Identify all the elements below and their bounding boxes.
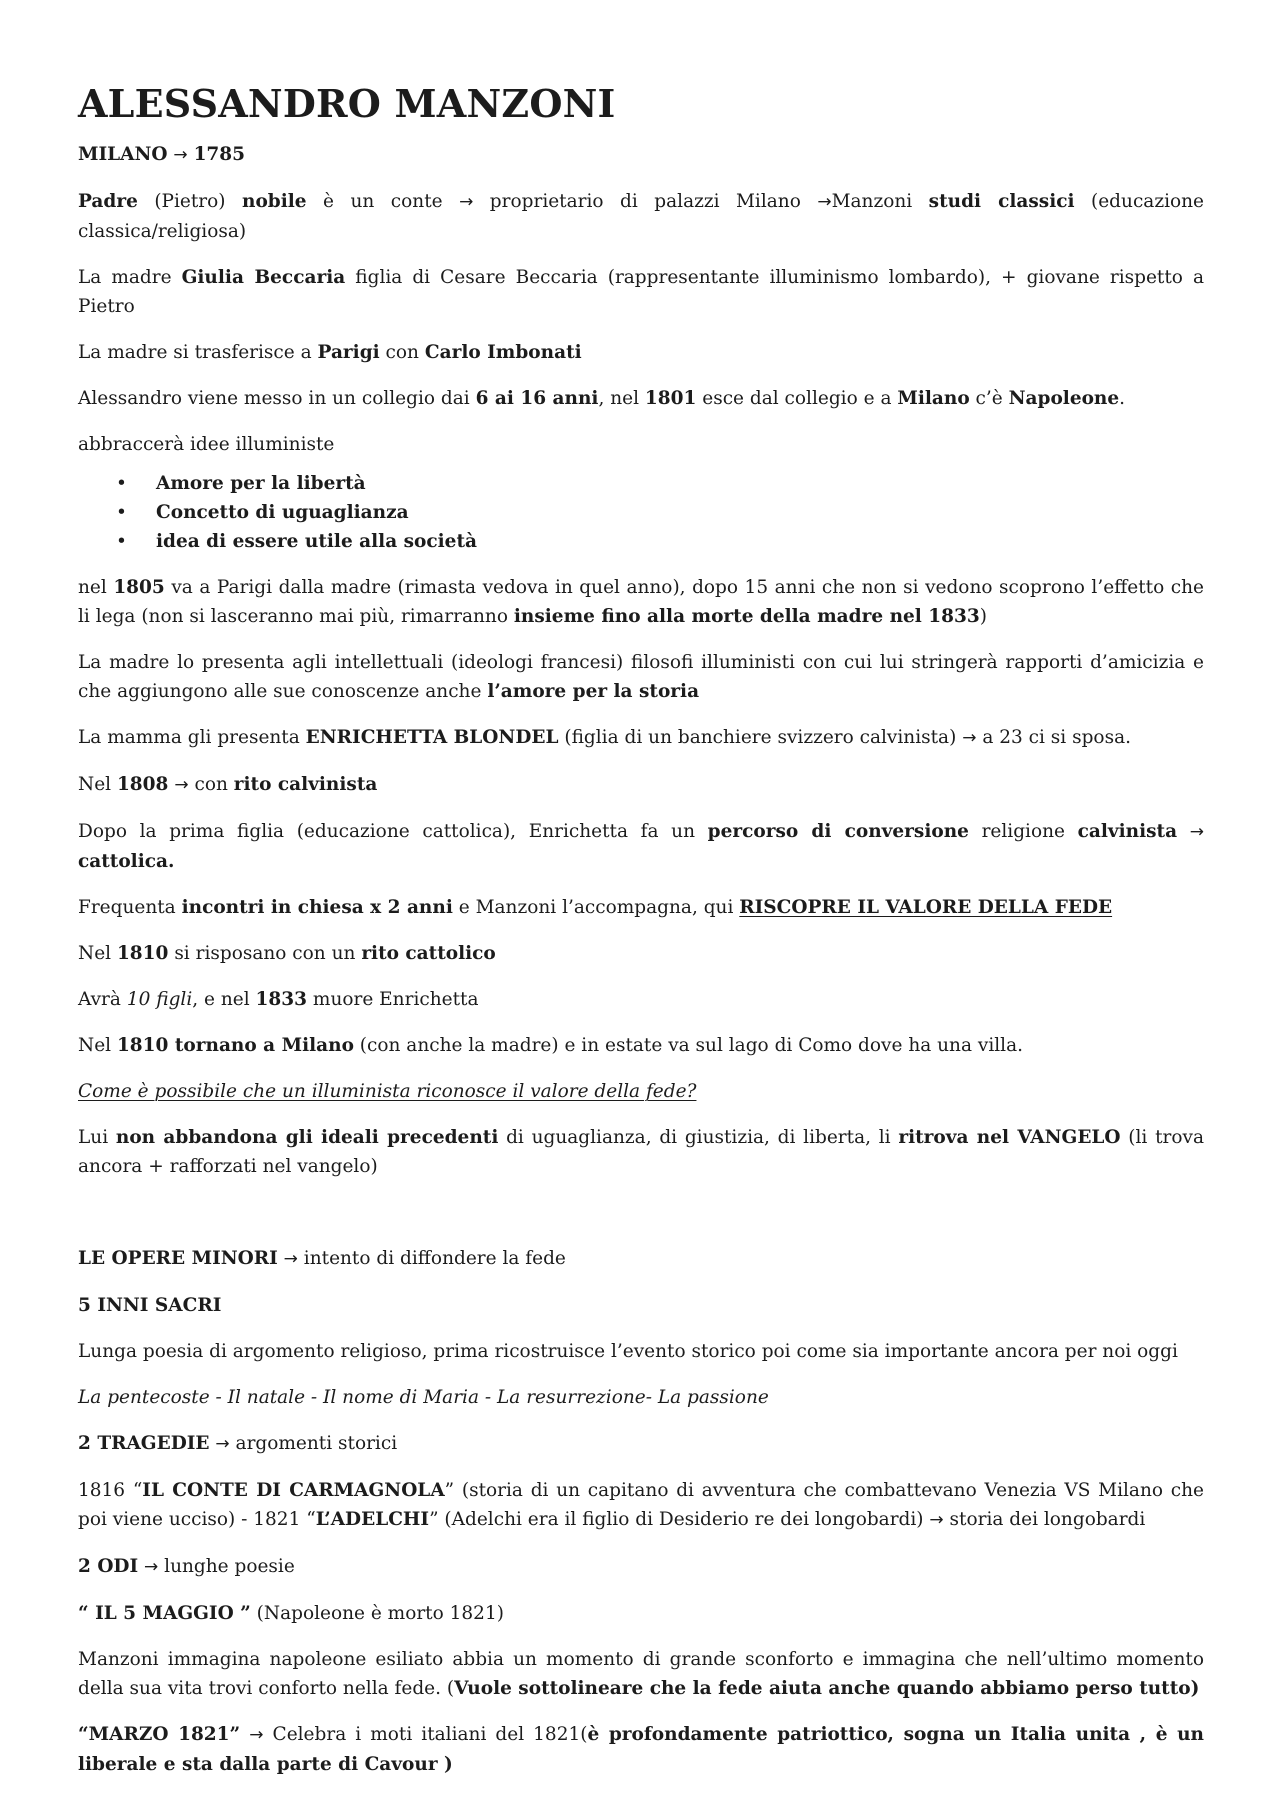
paragraph-birth: MILANO → 1785 <box>78 144 246 165</box>
paragraph-college: Alessandro viene messo in un collegio dai 6 ai 16 anni, nel 1801 esce dal collegio e a Milano c’è Napoleone. <box>78 388 1126 409</box>
paragraph-tragedies: 2 TRAGEDIE → argomenti storici <box>78 1433 398 1454</box>
paragraph-carmagnola: 1816 “IL CONTE DI CARMAGNOLA” (storia di un capitano di avventura che combattevano Venezia VS Milano che poi viene ucciso) - 1821 “L’ADELCHI” (Adelchi era il figlio di Desiderio re dei longobardi) → storia dei longobardi <box>78 1480 1204 1530</box>
paragraph-5-maggio: “ IL 5 MAGGIO ” (Napoleone è morto 1821) <box>78 1603 504 1624</box>
paragraph-gospel: Lui non abbandona gli ideali precedenti di uguaglianza, di giustizia, di liberta, li ritrova nel VANGELO (li trova ancora + rafforzati nel vangelo) <box>78 1127 1204 1177</box>
bullet-list <box>78 469 1204 556</box>
paragraph-milan-return: Nel 1810 tornano a Milano (con anche la madre) e in estate va sul lago di Como dove ha una villa. <box>78 1035 1023 1056</box>
paragraph-ideas: abbraccerà idee illuministe <box>78 434 335 455</box>
arrow-icon: → <box>144 1557 159 1577</box>
paragraph-intellectuals: La madre lo presenta agli intellettuali (ideologi francesi) filosofi illuministi con cui lui stringerà rapporti d’amicizia e che aggiungono alle sue conoscenze anche l’amore per la storia <box>78 652 1204 702</box>
paragraph-1805: nel 1805 va a Parigi dalla madre (rimasta vedova in quel anno), dopo 15 anni che non si vedono scoprono l’effetto che li lega (non si lasceranno mai più, rimarranno insieme fino alla morte della madre nel 1833) <box>78 577 1204 627</box>
paragraph-odes: 2 ODI → lunghe poesie <box>78 1556 295 1577</box>
paragraph-paris: La madre si trasferisce a Parigi con Carlo Imbonati <box>78 342 582 363</box>
bullet-icon: • <box>116 473 127 494</box>
paragraph-children: Avrà 10 figli, e nel 1833 muore Enrichetta <box>78 989 479 1010</box>
paragraph-minor-works: LE OPERE MINORI → intento di diffondere la fede <box>78 1248 566 1269</box>
paragraph-inni-list: La pentecoste - Il natale - Il nome di Maria - La resurrezione- La passione <box>78 1387 769 1408</box>
arrow-icon: → <box>283 1249 298 1269</box>
arrow-icon: → <box>174 775 189 795</box>
paragraph-conversion: Dopo la prima figlia (educazione cattolica), Enrichetta fa un percorso di conversione religione calvinista → cattolica. <box>78 821 1204 872</box>
paragraph-faith: Frequenta incontri in chiesa x 2 anni e Manzoni l’accompagna, qui RISCOPRE IL VALORE DELLA FEDE <box>78 897 1113 918</box>
arrow-icon: → <box>249 1725 264 1745</box>
list-item: • idea di essere utile alla società <box>156 527 1204 556</box>
list-item: • Concetto di uguaglianza <box>156 498 1204 527</box>
arrow-icon: → <box>817 192 832 212</box>
arrow-icon: → <box>1189 822 1204 842</box>
list-item: • Amore per la libertà <box>156 469 1204 498</box>
arrow-icon: → <box>173 145 188 165</box>
arrow-icon: → <box>962 728 977 748</box>
paragraph-enrichetta: La mamma gli presenta ENRICHETTA BLONDEL (figlia di un banchiere svizzero calvinista) → a 23 ci si sposa. <box>78 727 1131 748</box>
arrow-icon: → <box>459 192 474 212</box>
paragraph-father: Padre (Pietro) nobile è un conte → proprietario di palazzi Milano →Manzoni studi classici (educazione classica/religiosa) <box>78 191 1204 242</box>
paragraph-question: Come è possibile che un illuminista riconosce il valore della fede? <box>78 1081 697 1102</box>
paragraph-1810-rite: Nel 1810 si risposano con un rito cattolico <box>78 943 496 964</box>
page-title: ALESSANDRO MANZONI <box>78 81 616 126</box>
arrow-icon: → <box>929 1510 944 1530</box>
paragraph-mother: La madre Giulia Beccaria figlia di Cesare Beccaria (rappresentante illuminismo lombardo), + giovane rispetto a Pietro <box>78 267 1204 317</box>
spacer <box>78 1198 1204 1244</box>
paragraph-1808: Nel 1808 → con rito calvinista <box>78 774 378 795</box>
bullet-icon: • <box>116 502 127 523</box>
paragraph-poem: Lunga poesia di argomento religioso, prima ricostruisce l’evento storico poi come sia importante ancora per noi oggi <box>78 1341 1178 1362</box>
paragraph-marzo-1821: “MARZO 1821” → Celebra i moti italiani del 1821(è profondamente patriottico, sogna un Italia unita , è un liberale e sta dalla parte di Cavour ) <box>78 1724 1204 1775</box>
bullet-icon: • <box>116 531 127 552</box>
arrow-icon: → <box>215 1434 230 1454</box>
paragraph-napoleone: Manzoni immagina napoleone esiliato abbia un momento di grande sconforto e immagina che nell’ultimo momento della sua vita trovi conforto nella fede. (Vuole sottolineare che la fede aiuta anche quando abbiamo perso tutto) <box>78 1649 1204 1699</box>
heading-inni-sacri: 5 INNI SACRI <box>78 1295 222 1316</box>
